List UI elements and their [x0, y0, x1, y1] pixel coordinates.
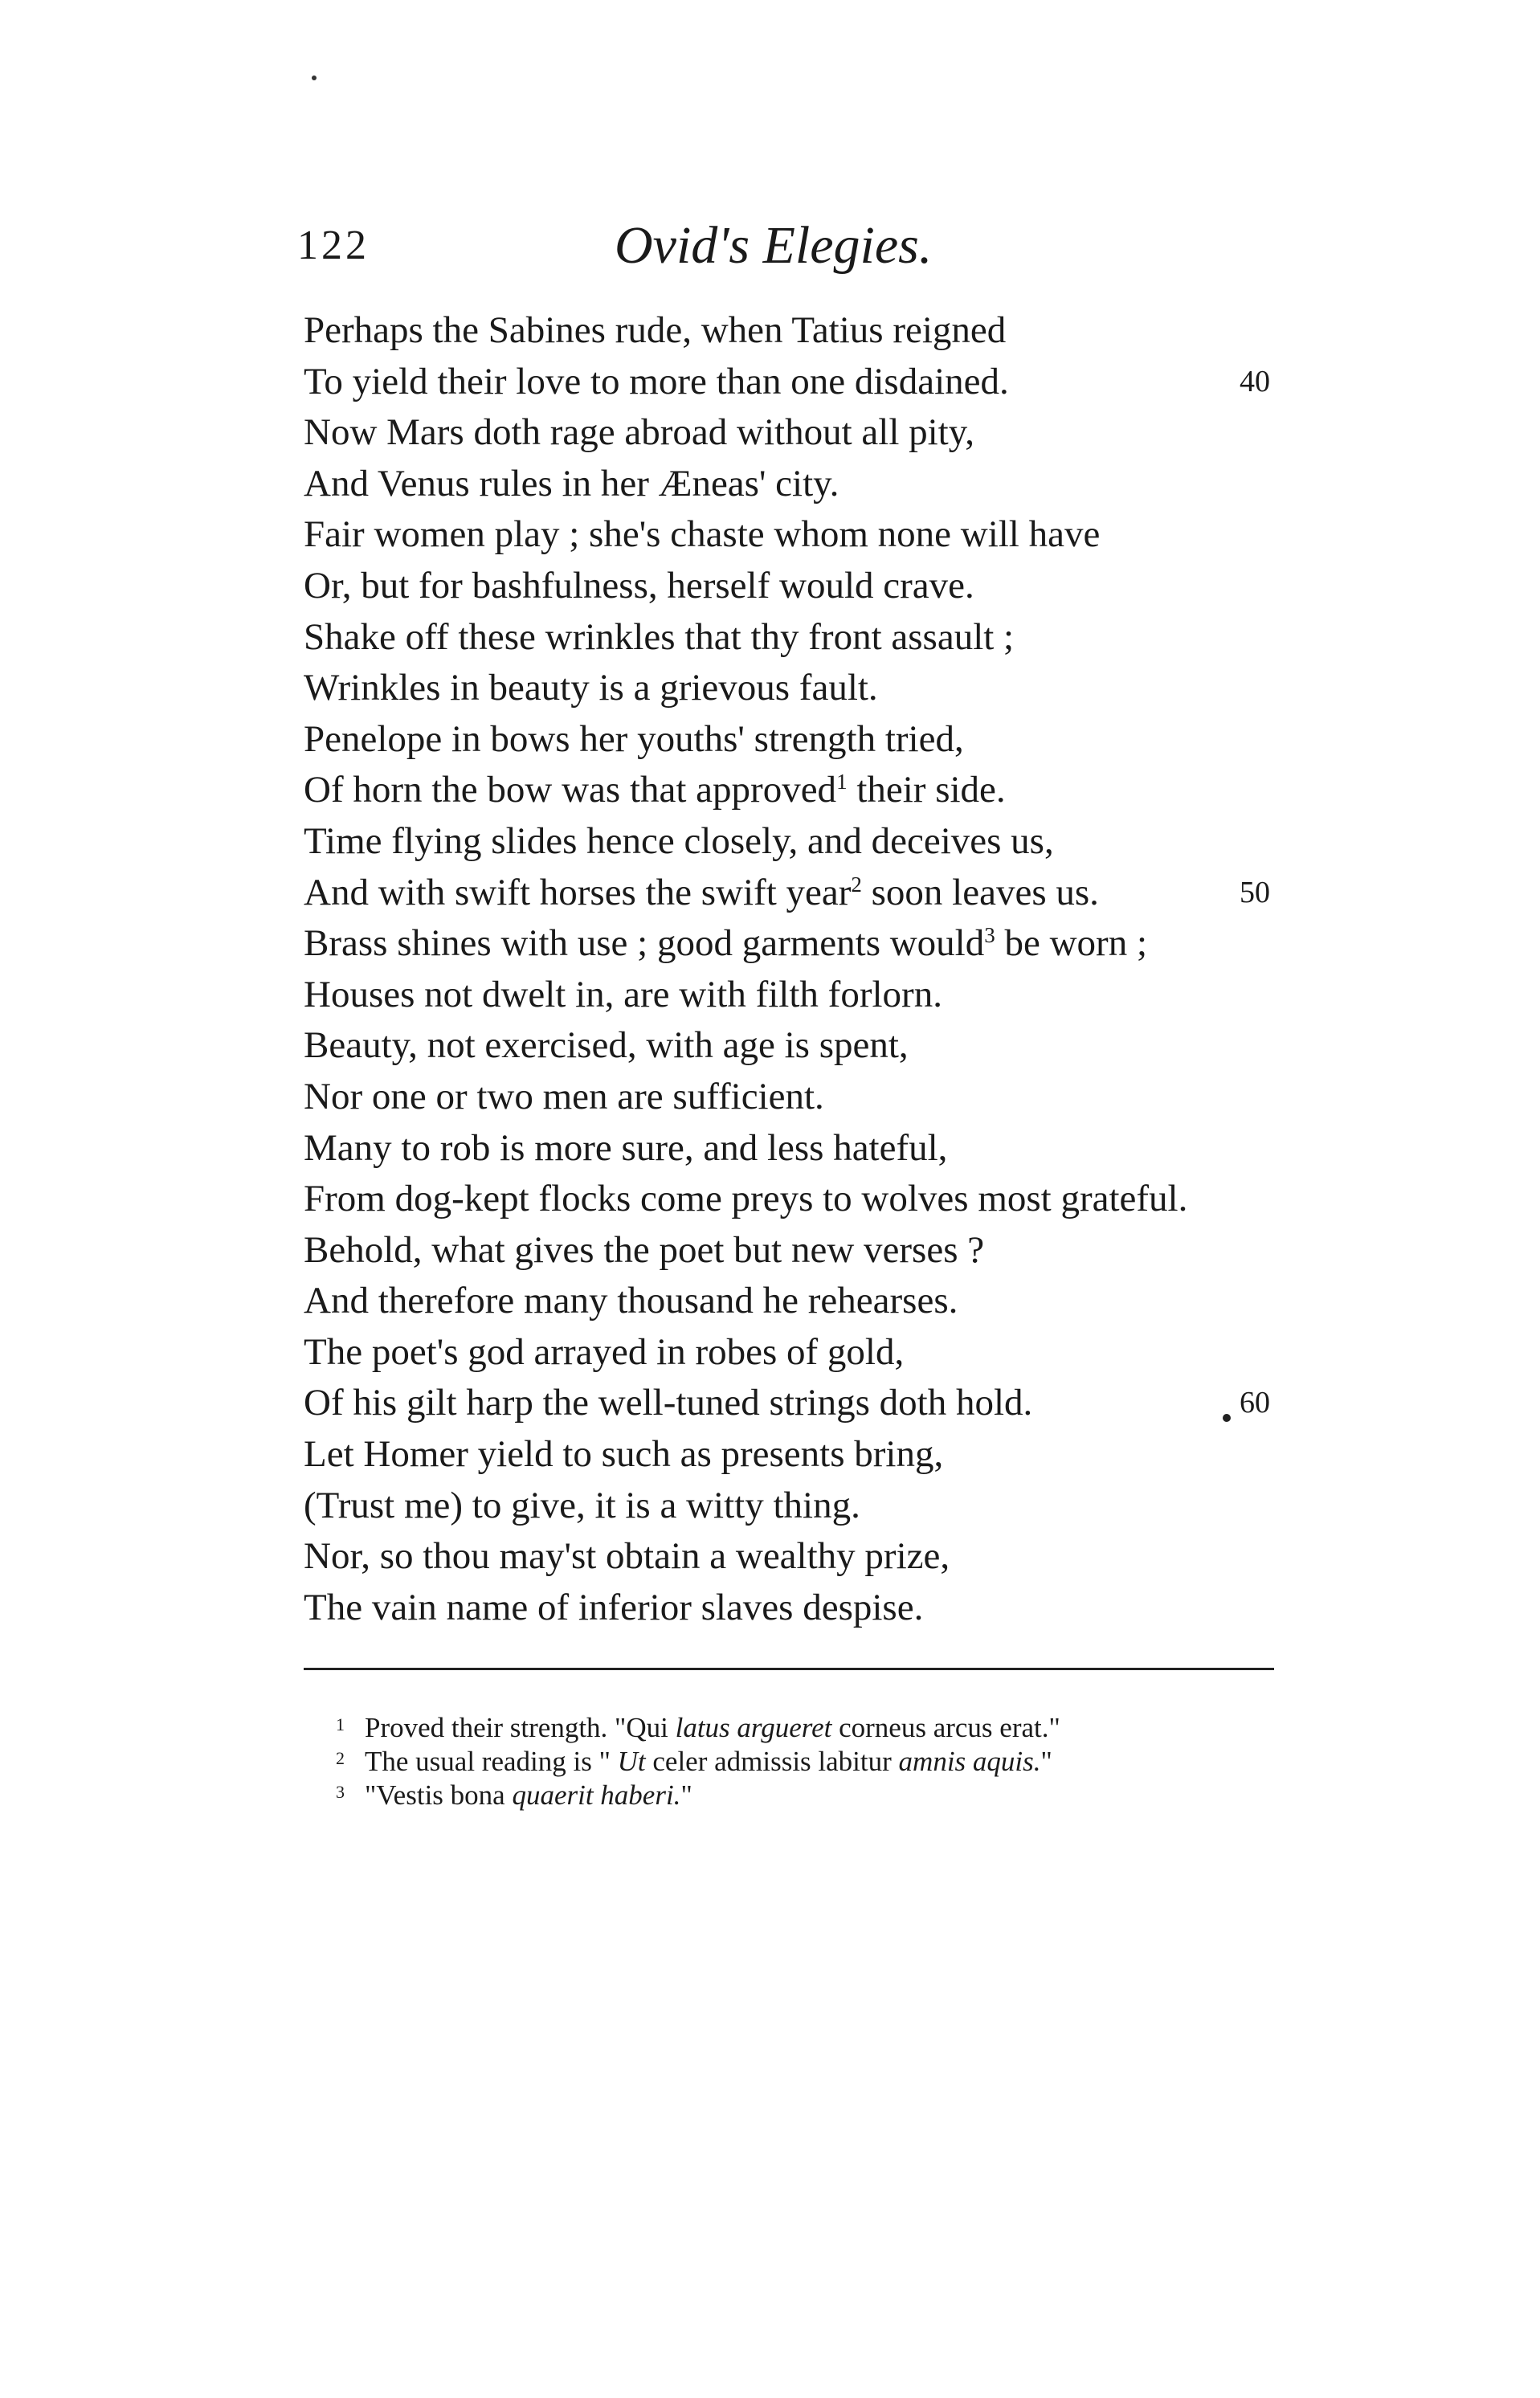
verse-line: Nor, so thou may'st obtain a wealthy prize,	[304, 1535, 950, 1578]
verse-line: Many to rob is more sure, and less hateful,	[304, 1126, 948, 1169]
verse-line: Fair women play ; she's chaste whom none will have	[304, 513, 1101, 556]
verse-line: Let Homer yield to such as presents bring,	[304, 1433, 944, 1476]
verse-line: Of his gilt harp the well-tuned strings doth hold. 60	[304, 1378, 1292, 1429]
verse-line: The vain name of inferior slaves despise.	[304, 1586, 924, 1628]
verse-line: Wrinkles in beauty is a grievous fault.	[304, 667, 878, 709]
verse-line: Penelope in bows her youths' strength tried,	[304, 717, 964, 760]
footnote-reference: 1	[836, 770, 848, 795]
footnotes	[336, 1711, 1309, 1812]
ink-speck	[1223, 1414, 1231, 1422]
footnote-reference: 2	[851, 872, 862, 897]
footnote-3: 3 "Vestis bona quaerit haberi."	[345, 1779, 1309, 1812]
footnote-mark: 3	[336, 1782, 345, 1802]
verse-line: And with swift horses the swift year$^2$ soon leaves us. 50	[304, 868, 1292, 919]
verse-line: Houses not dwelt in, are with filth forlorn.	[304, 973, 942, 1015]
verse-line: Perhaps the Sabines rude, when Tatius reigned	[304, 309, 1007, 351]
verse-line: Now Mars doth rage abroad without all pity,	[304, 411, 974, 454]
page-number: 122	[297, 223, 370, 268]
poem-text	[304, 305, 1292, 1633]
footnote-1: 1 Proved their strength. "Qui latus argueret corneus arcus erat."	[345, 1711, 1309, 1745]
verse-line: And Venus rules in her Æneas' city.	[304, 462, 839, 505]
verse-line: And therefore many thousand he rehearses.	[304, 1280, 958, 1322]
footnote-divider	[304, 1668, 1274, 1670]
footnote-mark: 2	[336, 1748, 345, 1768]
verse-line: From dog-kept flocks come preys to wolves most grateful.	[304, 1178, 1188, 1220]
verse-line: Behold, what gives the poet but new verses ?	[304, 1228, 985, 1271]
line-number: 40	[1240, 364, 1270, 398]
verse-line: Time flying slides hence closely, and deceives us,	[304, 819, 1054, 862]
footnote-mark: 1	[336, 1714, 345, 1734]
line-number: 60	[1240, 1386, 1270, 1420]
verse-line: Nor one or two men are sufficient.	[304, 1075, 824, 1117]
verse-line: Beauty, not exercised, with age is spent,	[304, 1024, 909, 1067]
running-title: Ovid's Elegies.	[615, 216, 933, 275]
verse-line: Or, but for bashfulness, herself would crave.	[304, 564, 974, 607]
page-header	[297, 215, 1285, 280]
footnote-reference: 3	[984, 923, 995, 948]
verse-line: To yield their love to more than one disdained. 40	[304, 357, 1292, 408]
ink-dot	[312, 76, 317, 80]
verse-line: Shake off these wrinkles that thy front assault ;	[304, 615, 1015, 658]
footnote-2: 2 The usual reading is " Ut celer admissis labitur amnis aquis."	[345, 1745, 1309, 1779]
verse-line: Brass shines with use ; good garments would$^3$ be worn ;	[304, 922, 1148, 965]
verse-line: The poet's god arrayed in robes of gold,	[304, 1330, 905, 1373]
verse-line: Of horn the bow was that approved$^1$ their side.	[304, 769, 1006, 811]
line-number: 50	[1240, 875, 1270, 909]
verse-line: (Trust me) to give, it is a witty thing.	[304, 1484, 860, 1526]
